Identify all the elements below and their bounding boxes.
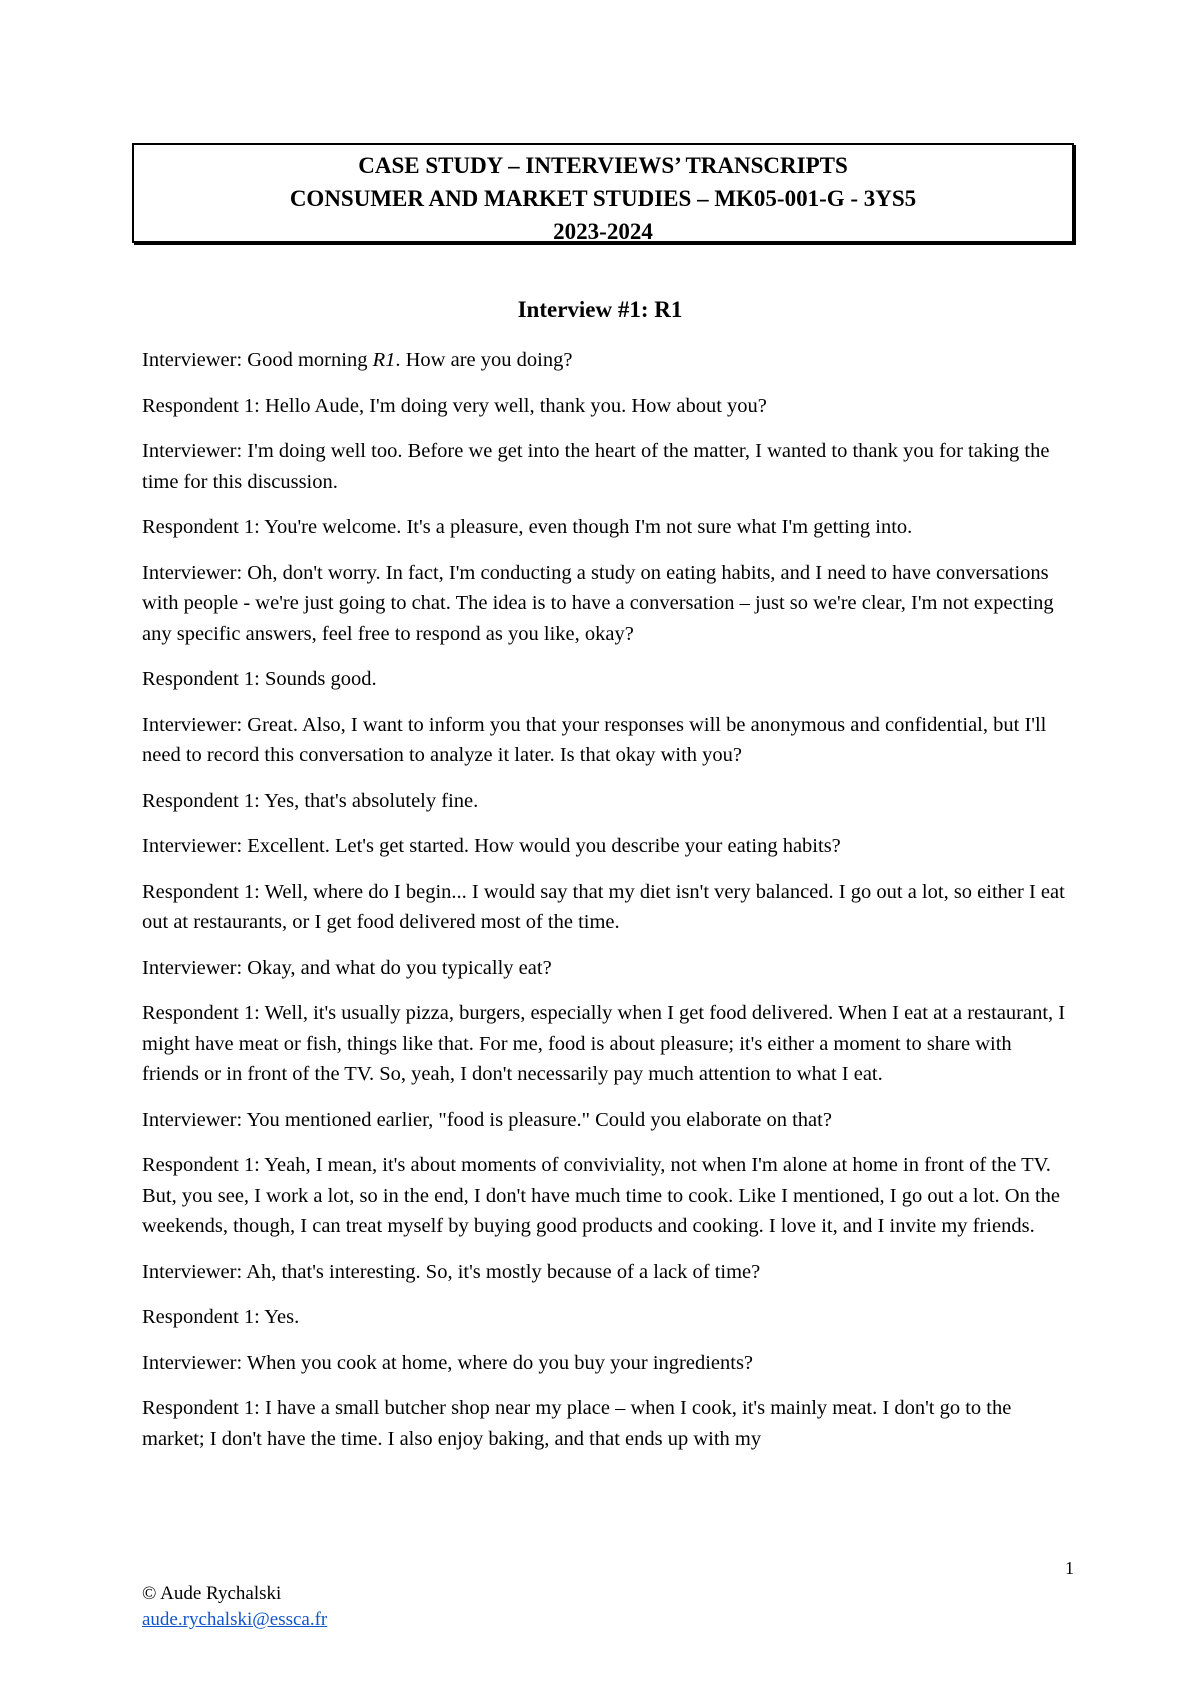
speaker-label: Interviewer: <box>142 713 243 736</box>
transcript-turn <box>142 1393 1072 1454</box>
utterance-text: You mentioned earlier, "food is pleasure." Could you elaborate on that? <box>242 1108 832 1131</box>
utterance-emphasis: R1 <box>372 349 396 371</box>
utterance-text: You're welcome. It's a pleasure, even though I'm not sure what I'm getting into. <box>259 516 913 538</box>
utterance-text: Sounds good. <box>259 668 377 690</box>
utterance-text: Yeah, I mean, it's about moments of conviviality, not when I'm alone at home in front of the TV. But, you see, I work a lot, so in the end, I don't have much time to cook. Like I mentioned, I go out a lot. On the weekends, though, I can treat myself by buying good products and cooking. I love it, and I invite my friends. <box>142 1154 1061 1237</box>
utterance-text: Yes, that's absolutely fine. <box>259 789 479 812</box>
utterance-text: Yes. <box>259 1306 300 1328</box>
utterance-text: Great. Also, I want to inform you that your responses will be anonymous and confidential, but I'll need to record this conversation to analyze it later. Is that okay with you? <box>142 713 1047 766</box>
utterance-text: Good morning <box>242 349 373 371</box>
transcript-turn <box>142 391 1072 422</box>
transcript-turn <box>142 1105 1072 1136</box>
transcript <box>142 345 1072 1469</box>
title-line-1: CASE STUDY – INTERVIEWS’ TRANSCRIPTS <box>358 153 848 178</box>
speaker-label: Interviewer: <box>142 349 243 371</box>
speaker-label: Interviewer: <box>142 1260 243 1283</box>
author-email-link[interactable]: aude.rychalski@essca.fr <box>142 1609 328 1630</box>
transcript-turn <box>142 664 1072 695</box>
speaker-label: Interviewer: <box>142 956 243 979</box>
speaker-label: Respondent 1: <box>142 668 260 690</box>
utterance-text: When you cook at home, where do you buy your ingredients? <box>242 1351 754 1374</box>
transcript-turn <box>142 1257 1072 1288</box>
transcript-turn <box>142 1150 1072 1242</box>
speaker-label: Respondent 1: <box>142 516 260 538</box>
utterance-text: Ah, that's interesting. So, it's mostly because of a lack of time? <box>242 1260 761 1283</box>
utterance-text: Oh, don't worry. In fact, I'm conducting a study on eating habits, and I need to have conversations with people - we're just going to chat. The idea is to have a conversation – just so we're clear, I'm not expecting any specific answers, feel free to respond as you like, okay? <box>142 561 1054 645</box>
utterance-text: Well, it's usually pizza, burgers, especially when I get food delivered. When I eat at a restaurant, I might have meat or fish, things like that. For me, food is about pleasure; it's either a moment to share with friends or in front of the TV. So, yeah, I don't necessarily pay much attention to what I eat. <box>142 1002 1066 1085</box>
speaker-label: Respondent 1: <box>142 880 260 903</box>
page-number: 1 <box>1065 1558 1074 1578</box>
utterance-text: I have a small butcher shop near my place – when I cook, it's mainly meat. I don't go to the market; I don't have the time. I also enjoy baking, and that ends up with my <box>142 1397 1012 1450</box>
document-title-box <box>132 143 1074 243</box>
utterance-text: . How are you doing? <box>395 349 573 371</box>
transcript-turn <box>142 831 1072 862</box>
transcript-turn <box>142 1348 1072 1379</box>
transcript-turn <box>142 953 1072 984</box>
speaker-label: Respondent 1: <box>142 1154 260 1176</box>
transcript-turn <box>142 512 1072 543</box>
transcript-turn <box>142 1302 1072 1333</box>
utterance-text: I'm doing well too. Before we get into the heart of the matter, I wanted to thank you for taking the time for this discussion. <box>142 440 1050 493</box>
transcript-turn <box>142 710 1072 771</box>
utterance-text: Hello Aude, I'm doing very well, thank you. How about you? <box>259 394 767 417</box>
speaker-label: Interviewer: <box>142 1108 243 1131</box>
speaker-label: Respondent 1: <box>142 1002 260 1024</box>
speaker-label: Interviewer: <box>142 561 243 584</box>
speaker-label: Respondent 1: <box>142 394 260 417</box>
transcript-turn <box>142 998 1072 1090</box>
title-line-3: 2023-2024 <box>553 219 653 244</box>
interview-heading: Interview #1: R1 <box>517 297 683 322</box>
transcript-turn <box>142 877 1072 938</box>
transcript-turn <box>142 436 1072 497</box>
title-line-2: CONSUMER AND MARKET STUDIES – MK05-001-G - 3YS5 <box>289 186 917 211</box>
speaker-label: Respondent 1: <box>142 789 260 812</box>
transcript-turn <box>142 345 1072 376</box>
speaker-label: Interviewer: <box>142 1351 243 1374</box>
speaker-label: Respondent 1: <box>142 1306 260 1328</box>
speaker-label: Interviewer: <box>142 440 243 462</box>
utterance-text: Excellent. Let's get started. How would you describe your eating habits? <box>242 835 841 857</box>
transcript-turn <box>142 786 1072 817</box>
transcript-turn <box>142 558 1072 650</box>
footer-author: © Aude Rychalski <box>142 1583 282 1604</box>
speaker-label: Interviewer: <box>142 835 243 857</box>
utterance-text: Well, where do I begin... I would say that my diet isn't very balanced. I go out a lot, so either I eat out at restaurants, or I get food delivered most of the time. <box>142 880 1065 933</box>
speaker-label: Respondent 1: <box>142 1397 260 1419</box>
utterance-text: Okay, and what do you typically eat? <box>242 956 552 979</box>
